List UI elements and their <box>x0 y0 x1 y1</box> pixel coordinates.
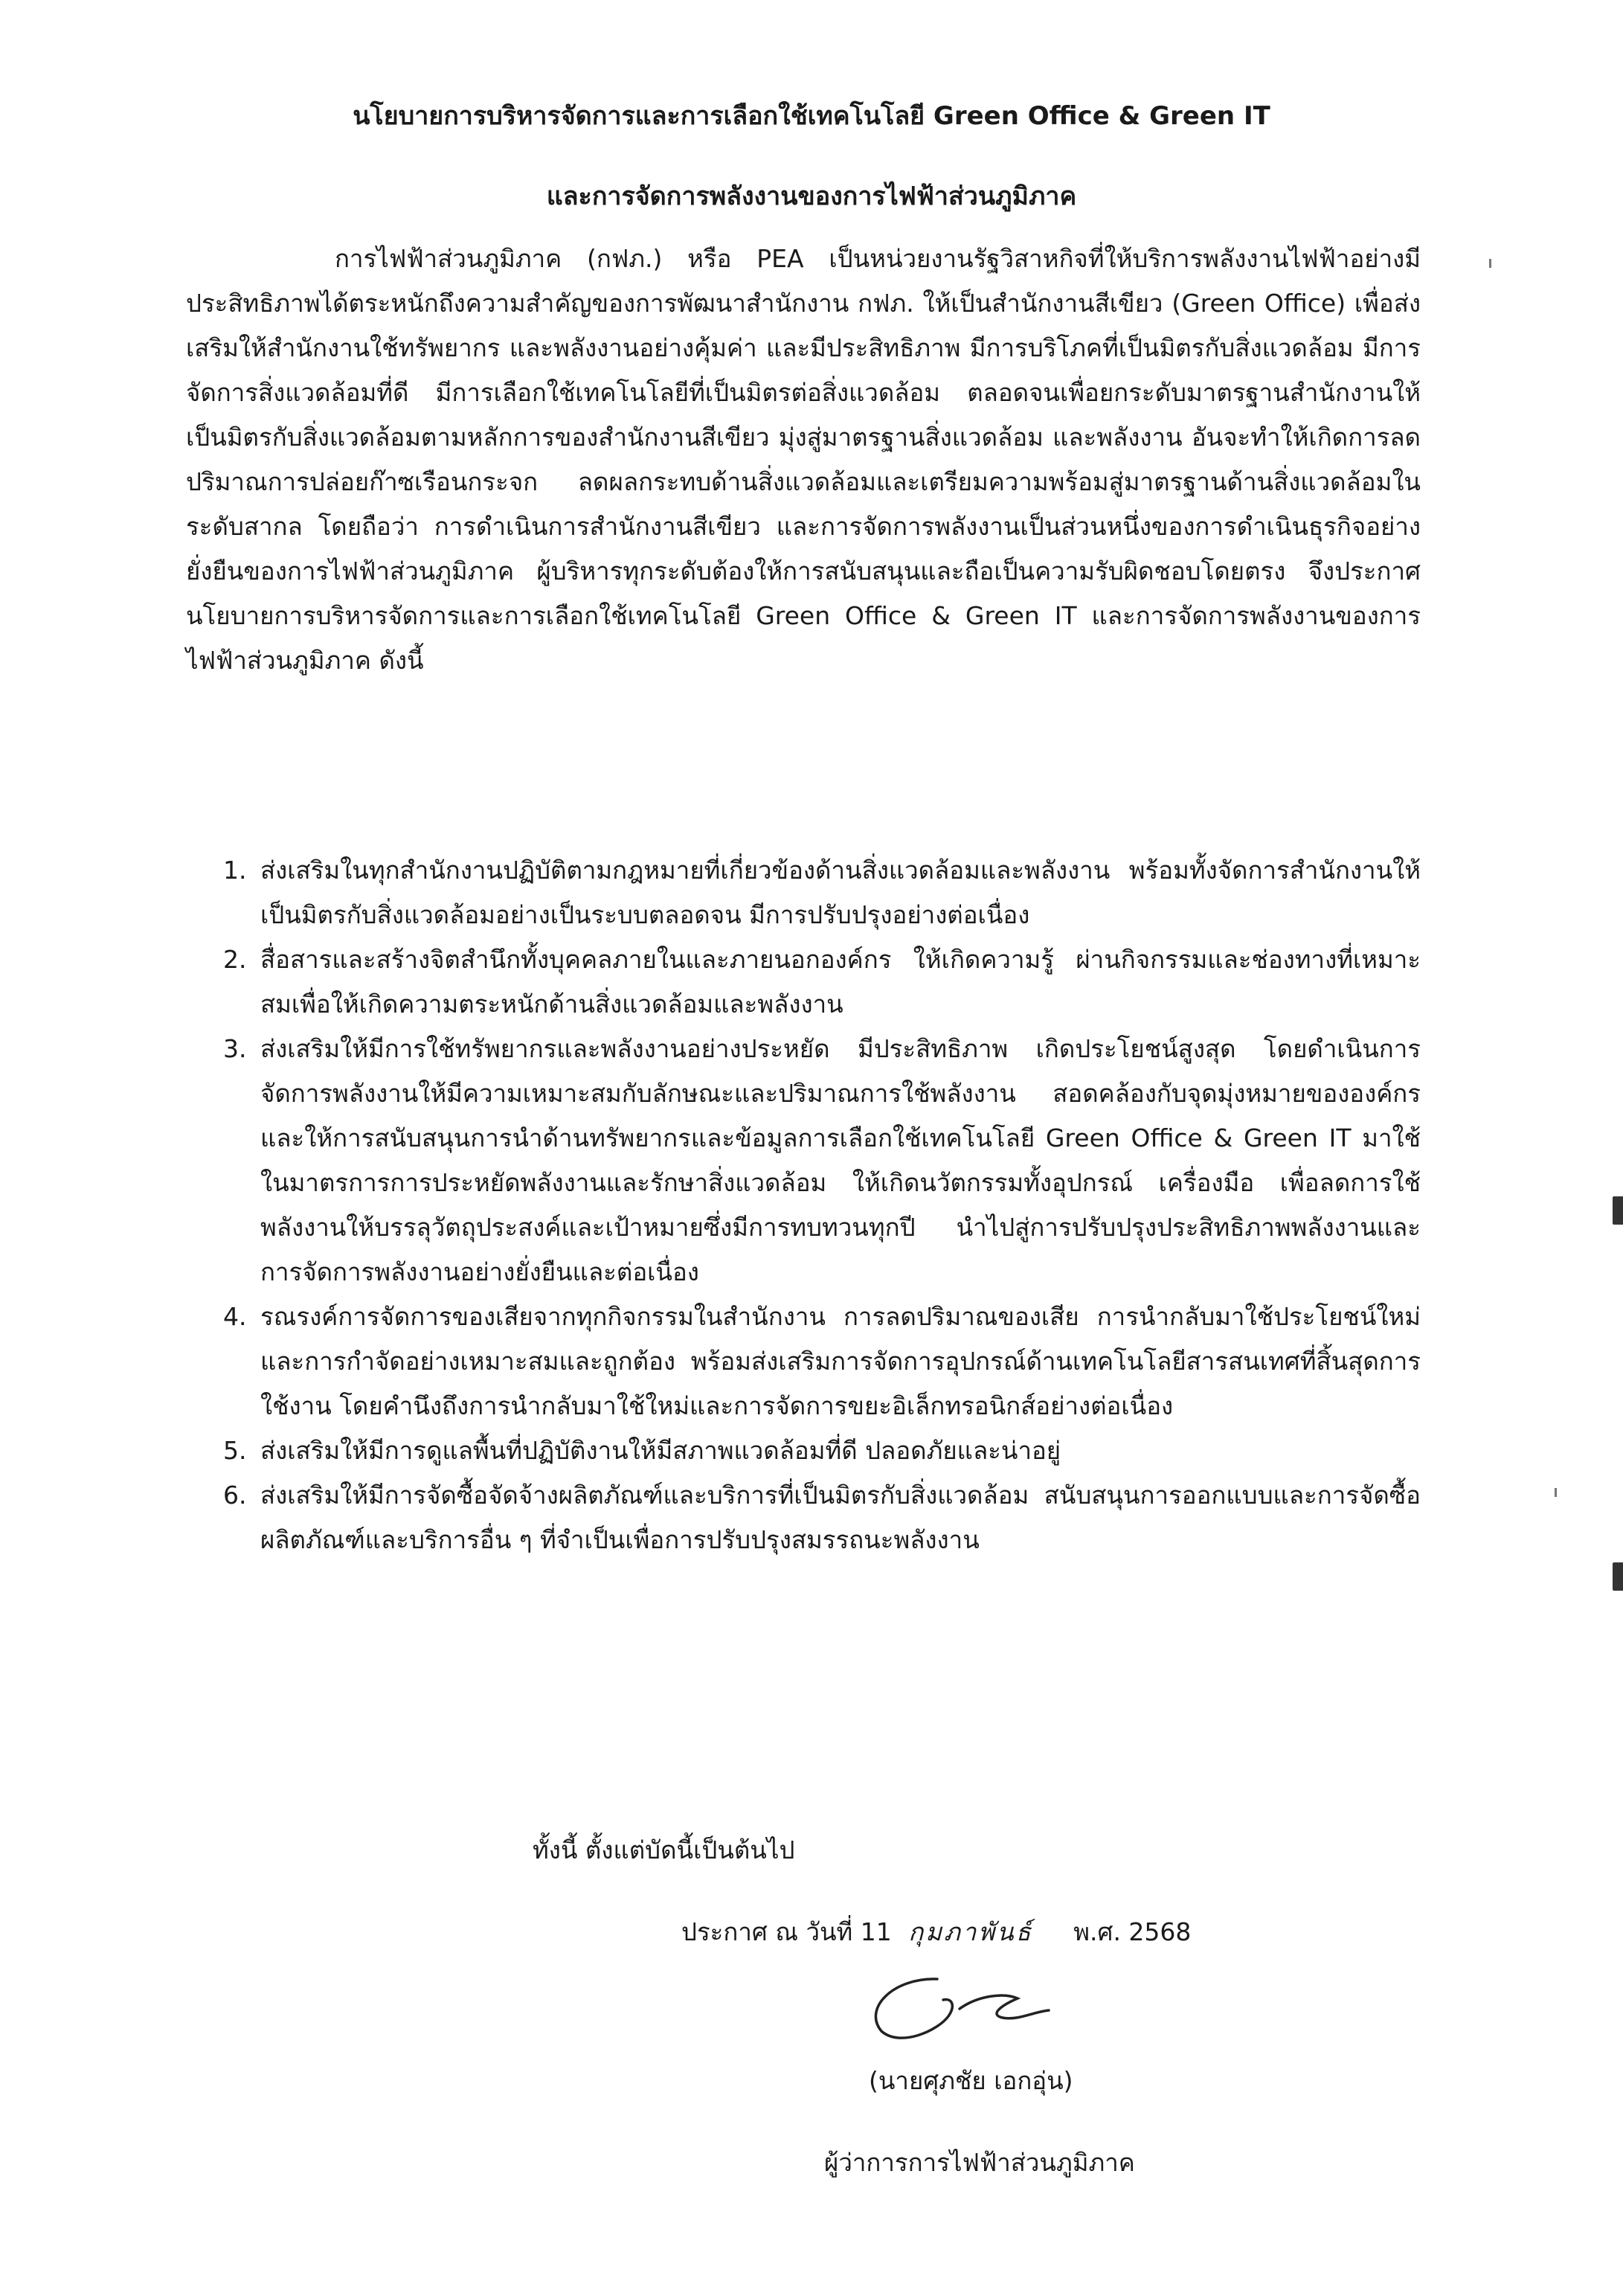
policy-item <box>186 1295 1421 1428</box>
policy-item-text: ส่งเสริมให้มีการจัดซื้อจัดจ้างผลิตภัณฑ์และบริการที่เป็นมิตรกับสิ่งแวดล้อม สนับสนุนการออกแบบและการจัดซื้อผลิตภัณฑ์และบริการอื่น ๆ ที่จำเป็นเพื่อการปรับปรุงสมรรถนะพลังงาน <box>260 1481 1421 1554</box>
policy-item-text: รณรงค์การจัดการของเสียจากทุกกิจกรรมในสำนักงาน การลดปริมาณของเสีย การนำกลับมาใช้ประโยชน์ใหม่และการกำจัดอย่างเหมาะสมและถูกต้อง พร้อมส่งเสริมการจัดการอุปกรณ์ด้านเทคโนโลยีสารสนเทศที่สิ้นสุดการใช้งาน โดยคำนึงถึงการนำกลับมาใช้ใหม่และการจัดการขยะอิเล็กทรอนิกส์อย่างต่อเนื่อง <box>260 1302 1421 1420</box>
policy-item-number: 4. <box>223 1302 247 1331</box>
policy-item-text: ส่งเสริมให้มีการดูแลพื้นที่ปฏิบัติงานให้มีสภาพแวดล้อมที่ดี ปลอดภัยและน่าอยู่ <box>260 1436 1061 1465</box>
effective-statement: ทั้งนี้ ตั้งแต่บัดนี้เป็นต้นไป <box>533 1835 795 1864</box>
policy-list <box>186 848 1421 1562</box>
intro-paragraph <box>186 237 1421 683</box>
policy-item-number: 1. <box>223 856 247 885</box>
scan-edge-mark <box>1613 1196 1623 1225</box>
signer-name: (นายศุภชัย เอกอุ่น) <box>869 2066 1073 2095</box>
announcement-month: กุมภาพันธ์ <box>908 1917 1033 1946</box>
document-title-line2: และการจัดการพลังงานของการไฟฟ้าส่วนภูมิภาค <box>546 182 1077 211</box>
announcement-date <box>681 1912 1191 1952</box>
scan-edge-mark <box>1613 1562 1623 1591</box>
signature-image <box>848 1957 1086 2061</box>
policy-item <box>186 848 1421 937</box>
policy-item <box>186 937 1421 1027</box>
announcement-year: พ.ศ. 2568 <box>1073 1917 1192 1946</box>
policy-item-number: 5. <box>223 1436 247 1465</box>
document-title-line1: นโยบายการบริหารจัดการและการเลือกใช้เทคโนโลยี Green Office & Green IT <box>353 101 1270 131</box>
policy-item-text: ส่งเสริมให้มีการใช้ทรัพยากรและพลังงานอย่างประหยัด มีประสิทธิภาพ เกิดประโยชน์สูงสุด โดยดำเนินการจัดการพลังงานให้มีความเหมาะสมกับลักษณะและปริมาณการใช้พลังงาน สอดคล้องกับจุดมุ่งหมายขององค์กรและให้การสนับสนุนการนำด้านทรัพยากรและข้อมูลการเลือกใช้เทคโนโลยี Green Office & Green IT มาใช้ในมาตรการการประหยัดพลังงานและรักษาสิ่งแวดล้อม ให้เกิดนวัตกรรมทั้งอุปกรณ์ เครื่องมือ เพื่อลดการใช้พลังงานให้บรรลุวัตถุประสงค์และเป้าหมายซึ่งมีการทบทวนทุกปี นำไปสู่การปรับปรุงประสิทธิภาพพลังงานและการจัดการพลังงานอย่างยั่งยืนและต่อเนื่อง <box>260 1034 1421 1286</box>
scan-speck <box>1555 1488 1557 1497</box>
policy-item-number: 2. <box>223 945 247 974</box>
policy-item-text: ส่งเสริมในทุกสำนักงานปฏิบัติตามกฎหมายที่เกี่ยวข้องด้านสิ่งแวดล้อมและพลังงาน พร้อมทั้งจัดการสำนักงานให้เป็นมิตรกับสิ่งแวดล้อมอย่างเป็นระบบตลอดจน มีการปรับปรุงอย่างต่อเนื่อง <box>260 856 1421 929</box>
announcement-date-prefix: ประกาศ ณ วันที่ 11 <box>681 1917 892 1946</box>
policy-item-number: 6. <box>223 1481 247 1510</box>
signer-position: ผู้ว่าการการไฟฟ้าส่วนภูมิภาค <box>824 2148 1135 2177</box>
scan-speck <box>1489 259 1491 268</box>
policy-item-number: 3. <box>223 1034 247 1063</box>
policy-item <box>186 1473 1421 1562</box>
intro-text: การไฟฟ้าส่วนภูมิภาค (กฟภ.) หรือ PEA เป็นหน่วยงานรัฐวิสาหกิจที่ให้บริการพลังงานไฟฟ้าอย่างมีประสิทธิภาพได้ตระหนักถึงความสำคัญของการพัฒนาสำนักงาน กฟภ. ให้เป็นสำนักงานสีเขียว (Green Office) เพื่อส่งเสริมให้สำนักงานใช้ทรัพยากร และพลังงานอย่างคุ้มค่า และมีประสิทธิภาพ มีการบริโภคที่เป็นมิตรกับสิ่งแวดล้อม มีการจัดการสิ่งแวดล้อมที่ดี มีการเลือกใช้เทคโนโลยีที่เป็นมิตรต่อสิ่งแวดล้อม ตลอดจนเพื่อยกระดับมาตรฐานสำนักงานให้เป็นมิตรกับสิ่งแวดล้อมตามหลักการของสำนักงานสีเขียว มุ่งสู่มาตรฐานสิ่งแวดล้อม และพลังงาน อันจะทำให้เกิดการลดปริมาณการปล่อยก๊าซเรือนกระจก ลดผลกระทบด้านสิ่งแวดล้อมและเตรียมความพร้อมสู่มาตรฐานด้านสิ่งแวดล้อมในระดับสากล โดยถือว่า การดำเนินการสำนักงานสีเขียว และการจัดการพลังงานเป็นส่วนหนึ่งของการดำเนินธุรกิจอย่างยั่งยืนของการไฟฟ้าส่วนภูมิภาค ผู้บริหารทุกระดับต้องให้การสนับสนุนและถือเป็นความรับผิดชอบโดยตรง จึงประกาศนโยบายการบริหารจัดการและการเลือกใช้เทคโนโลยี Green Office & Green IT และการจัดการพลังงานของการไฟฟ้าส่วนภูมิภาค ดังนี้ <box>186 244 1421 675</box>
policy-item <box>186 1027 1421 1295</box>
policy-item <box>186 1428 1421 1473</box>
policy-item-text: สื่อสารและสร้างจิตสำนึกทั้งบุคคลภายในและภายนอกองค์กร ให้เกิดความรู้ ผ่านกิจกรรมและช่องทางที่เหมาะสมเพื่อให้เกิดความตระหนักด้านสิ่งแวดล้อมและพลังงาน <box>260 945 1421 1019</box>
